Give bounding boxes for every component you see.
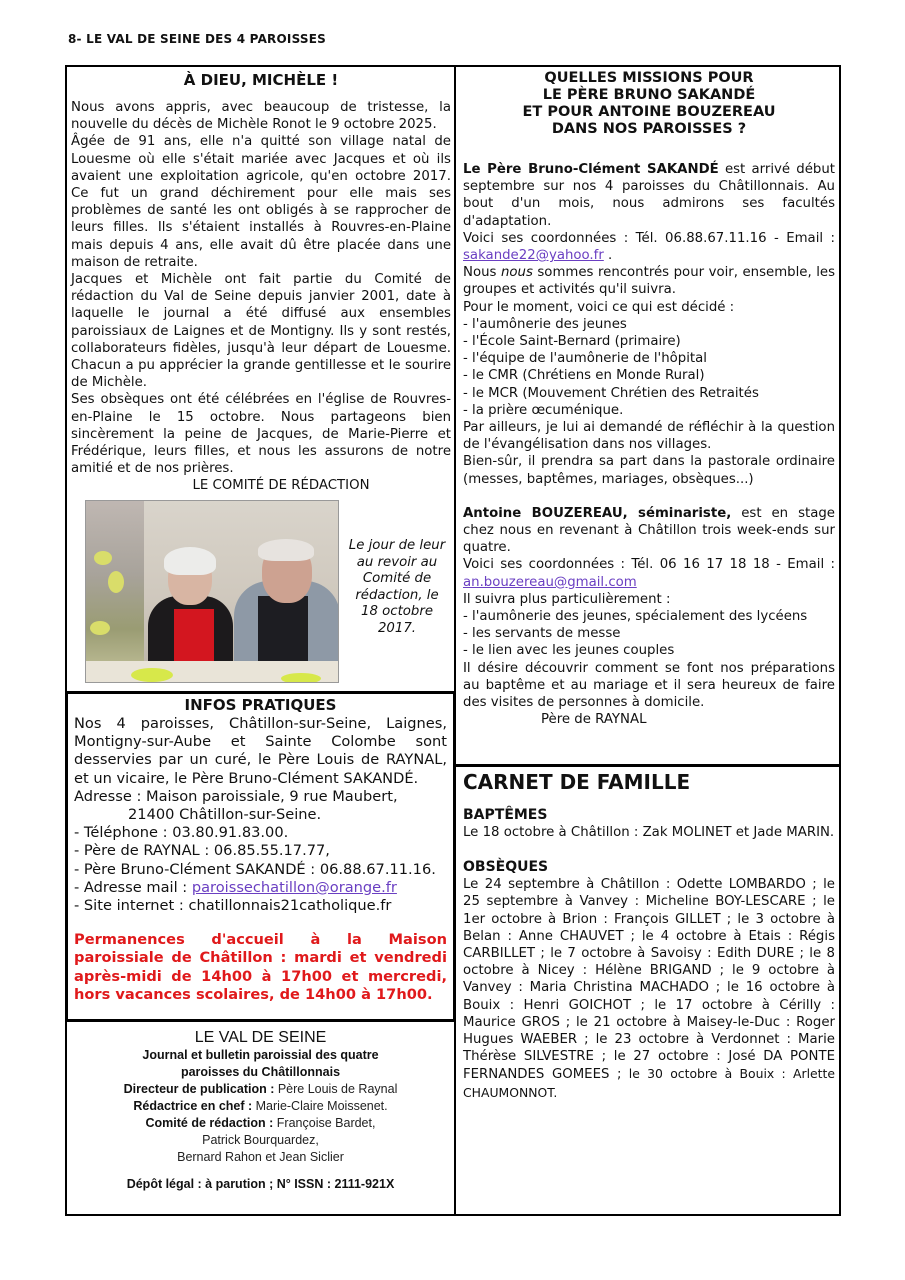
infos-address: Adresse : Maison paroissiale, 9 rue Maubert, [74, 787, 398, 805]
title-line: ET POUR ANTOINE BOUZEREAU [522, 104, 776, 120]
text: est en stage chez nous en revenant à Châtillon trois week-ends sur quatre. [463, 505, 835, 556]
name-bold: Le Père Bruno-Clément SAKANDÉ [463, 162, 719, 177]
paragraph [463, 161, 835, 230]
list-item: - la prière œcuménique. [463, 402, 624, 418]
photo-flower [94, 551, 112, 565]
photo-flower [90, 621, 110, 635]
photo-plate [281, 673, 321, 683]
infos-permanences: Permanences d'accueil à la Maison paroissiale de Châtillon : mardi et vendredi après-midi de 14h00 à 17h00 et mercredi, hors vacances scolaires, de 14h00 à 17h00. [74, 931, 447, 1003]
infos-mail-label: - Adresse mail : [74, 878, 192, 896]
article-body [463, 161, 835, 729]
infos-address-city: 21400 Châtillon-sur-Seine. [128, 806, 322, 824]
photo-block [79, 500, 449, 685]
paragraph: Nous avons appris, avec beaucoup de tristesse, la nouvelle du décès de Michèle Ronot le 9 octobre 2025. [71, 100, 451, 133]
text: sommes rencontrés pour voir, ensemble, les groupes et activités qu'il suivra. [463, 265, 836, 298]
article-body [71, 99, 451, 495]
paragraph: Il désire découvrir comment se font nos préparations au baptême et au mariage et il sera heureux de faire des visites de personnes à domicile. [463, 660, 835, 711]
carnet-de-famille [458, 768, 839, 1214]
article-signature: LE COMITÉ DE RÉDACTION [192, 478, 370, 494]
carnet-title: CARNET DE FAMILLE [463, 770, 691, 794]
infos-website: - Site internet : chatillonnais21catholique.fr [74, 897, 392, 915]
colophon-committee-cont: Bernard Rahon et Jean Siclier [177, 1150, 344, 1164]
photo-flower [108, 571, 124, 593]
text-italic: nous [500, 265, 533, 281]
infos-phone-raynal: - Père de RAYNAL : 06.85.55.17.77, [74, 842, 330, 860]
colophon-committee [67, 1115, 454, 1132]
infos-body [74, 715, 447, 1004]
photo-person-detail [164, 547, 216, 575]
infos-phone: - Téléphone : 03.80.91.83.00. [74, 824, 289, 842]
running-head: 8- LE VAL DE SEINE DES 4 PAROISSES [68, 32, 326, 46]
infos-title: INFOS PRATIQUES [184, 696, 337, 714]
editor-label: Rédactrice en chef : [133, 1099, 256, 1113]
committee-value: Françoise Bardet, [276, 1116, 376, 1130]
text: Voici ses coordonnées : Tél. 06 16 17 18 18 - Email : [463, 557, 835, 573]
text: Voici ses coordonnées : Tél. 06.88.67.11.16 - Email : [463, 230, 835, 246]
email-link-bouzereau[interactable]: an.bouzereau@gmail.com [463, 574, 637, 590]
colophon-subtitle: paroisses du Châtillonnais [180, 1065, 341, 1079]
paragraph [463, 505, 835, 557]
infos-mail-line [74, 879, 447, 897]
director-label: Directeur de publication : [123, 1082, 278, 1096]
colophon-subtitle: Journal et bulletin paroissial des quatre [142, 1048, 379, 1062]
colophon-director [67, 1081, 454, 1098]
section-divider [456, 764, 841, 767]
committee-label: Comité de rédaction : [145, 1116, 277, 1130]
spacer [463, 488, 835, 505]
name-bold: Antoine BOUZEREAU, séminariste, [463, 505, 732, 521]
email-link-sakande[interactable]: sakande22@yahoo.fr [463, 248, 604, 264]
list-item: - l'équipe de l'aumônerie de l'hôpital [463, 351, 707, 367]
list-item: - le MCR (Mouvement Chrétien des Retraités [463, 385, 759, 401]
obseques-text-tail: le 30 octobre à Bouix : Arlette CHAUMONNOT. [463, 1066, 836, 1100]
obseques-heading: OBSÈQUES [463, 859, 549, 876]
article-adieu-michele [69, 68, 453, 688]
colophon [67, 1024, 454, 1214]
baptemes-heading: BAPTÊMES [463, 807, 548, 823]
infos-pratiques-box [65, 691, 456, 1022]
infos-intro: Nos 4 paroisses, Châtillon-sur-Seine, Laignes, Montigny-sur-Aube et Sainte Colombe sont desservies par un curé, le Père Louis de RAYNAL, et un vicaire, le Père Bruno-Clément SAKANDÉ. [74, 715, 447, 787]
article-missions [458, 68, 839, 764]
director-value: Père Louis de Raynal [277, 1082, 398, 1096]
spacer [463, 841, 835, 858]
photo-person-detail [258, 539, 314, 561]
paragraph [463, 264, 835, 298]
list-item: - les servants de messe [463, 626, 621, 642]
text: est arrivé début septembre sur nos 4 paroisses du Châtillonnais. Au bout d'un mois, nous admirons ses facultés d'adaptation. [463, 162, 835, 229]
editor-value: Marie-Claire Moissenet. [255, 1099, 388, 1113]
paragraph: Ses obsèques ont été célébrées en l'église de Rouvres-en-Plaine le 15 octobre. Nous partageons bien sincèrement la peine de Jacques, de Marie-Pierre et Frédérique, leurs filles, et nous les assurons de notre amitié et de nos prières. [71, 392, 451, 477]
article-title [463, 70, 835, 138]
paragraph: Il suivra plus particulièrement : [463, 591, 671, 607]
obseques-text: Le 24 septembre à Châtillon : Odette LOMBARDO ; le 25 septembre à Vanvey : Micheline BOY-LESCARE ; le 1er octobre à Brion : François GILLET ; le 3 octobre à Belan : Anne CHAUVET ; le 4 octobre à Etais : Régis CARBILLET ; le 7 octobre à Savoisy : Edith DURE ; le 8 octobre à Nicey : Hélène BRIGAND ; le 9 octobre à Vanvey : Maria Christina MACHADO ; le 16 octobre à Bouix : Henri GOICHOT ; le 17 octobre à Cérilly : Maurice GROS ; le 21 octobre à Maisey-le-Duc : Roger Hugues WAEBER ; le 23 octobre à Verdonnet : Marie Thérèse SILVESTRE ; le 27 octobre : José DA PONTE FERNANDES GOMEES ; [463, 877, 835, 1083]
colophon-depot-legal: Dépôt légal : à parution ; N° ISSN : 2111-921X [126, 1177, 395, 1191]
paragraph: Pour le moment, voici ce qui est décidé : [463, 299, 735, 315]
paragraph: Bien-sûr, il prendra sa part dans la pastorale ordinaire (messes, baptêmes, mariages, obsèques...) [463, 454, 835, 487]
contact-line [463, 556, 835, 590]
spacer [74, 915, 447, 931]
photo-plate [131, 668, 173, 682]
text: . [603, 248, 613, 264]
text: Nous [463, 265, 501, 281]
list-item: - l'aumônerie des jeunes [463, 316, 627, 332]
title-line: LE PÈRE BRUNO SAKANDÉ [542, 87, 756, 103]
baptemes-list: Le 18 octobre à Châtillon : Zak MOLINET et Jade MARIN. [463, 825, 835, 840]
colophon-title: LE VAL DE SEINE [194, 1029, 327, 1046]
list-item: - l'École Saint-Bernard (primaire) [463, 334, 681, 350]
article-signature: Père de RAYNAL [541, 712, 647, 728]
paragraph: Par ailleurs, je lui ai demandé de réfléchir à la question de l'évangélisation dans nos villages. [463, 420, 835, 453]
paragraph: Jacques et Michèle ont fait partie du Comité de rédaction du Val de Seine depuis janvier 2001, date à laquelle le journal a été diffusé aux ensembles paroissiaux de Laignes et de Montigny. Ils y sont restés, collaborateurs fidèles, jusqu'à leur départ de Louesme. Chacun a pu apprécier la grande gentillesse et le sourire de Michèle. [71, 272, 451, 391]
title-line: DANS NOS PAROISSES ? [551, 121, 747, 137]
list-item: - le CMR (Chrétiens en Monde Rural) [463, 368, 705, 384]
article-title: À DIEU, MICHÈLE ! [183, 71, 339, 89]
list-item: - le lien avec les jeunes couples [463, 643, 675, 659]
colophon-editor [67, 1098, 454, 1115]
infos-mail-link[interactable]: paroissechatillon@orange.fr [191, 878, 397, 896]
obseques-list [463, 876, 835, 1102]
colophon-committee-cont: Patrick Bourquardez, [202, 1133, 319, 1147]
list-item: - l'aumônerie des jeunes, spécialement des lycéens [463, 609, 808, 625]
column-divider [454, 65, 456, 1216]
photo-michele-jacques [85, 500, 339, 683]
photo-caption: Le jour de leur au revoir au Comité de rédaction, le 18 octobre 2017. [348, 538, 446, 636]
paragraph: Âgée de 91 ans, elle n'a quitté son village natal de Louesme où elle s'était mariée avec Jacques et où ils avaient une exploitation agricole, qu'en octobre 2017. Ce fut un grand déchirement pour elle mais ses problèmes de santé les ont obligés à se rapprocher de leurs filles. Ils s'étaient installés à Rouvres-en-Plaine mais depuis 4 ans, elle avait dû être placée dans une maison de retraite. [71, 134, 451, 270]
title-line: QUELLES MISSIONS POUR [544, 70, 754, 86]
infos-phone-sakande: - Père Bruno-Clément SAKANDÉ : 06.88.67.11.16. [74, 860, 436, 878]
contact-line [463, 230, 835, 264]
